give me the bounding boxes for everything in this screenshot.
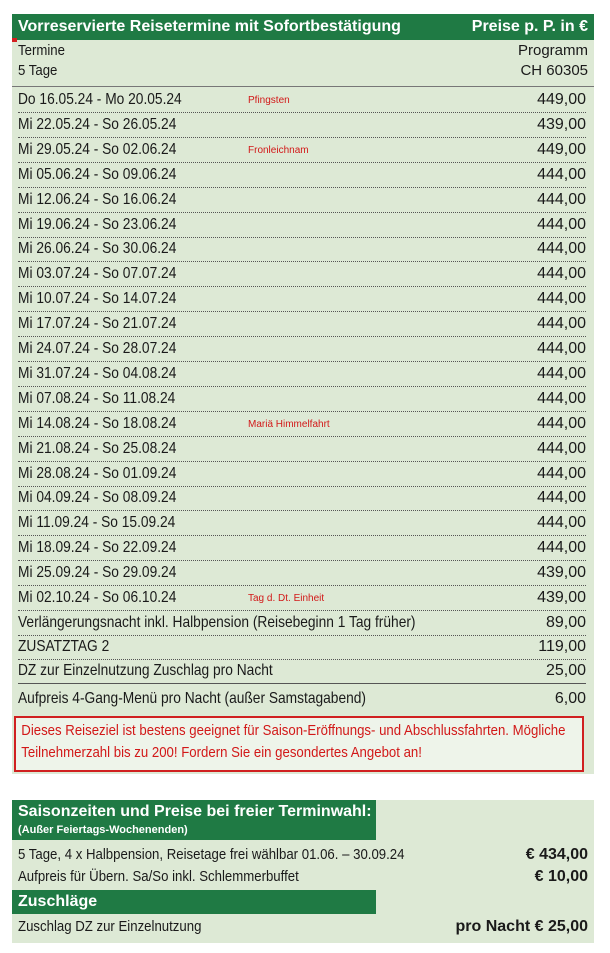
table-header [12, 14, 594, 40]
extra-label: DZ zur Einzelnutzung Zuschlag pro Nacht [18, 661, 273, 679]
date-price: 444,00 [537, 215, 586, 233]
extra-row [12, 659, 594, 684]
date-price: 444,00 [537, 464, 586, 482]
notice-text: Dieses Reiseziel ist bestens geeignet für Saison-Eröffnungs- und Abschlussfahrten. Mögliche Teilnehmerzahl bis zu 200! Fordern Sie ein gesondertes Angebot an! [21, 722, 566, 761]
date-row [12, 237, 594, 262]
date-range: Mi 04.09.24 - So 08.09.24 [18, 489, 177, 507]
single-room-surcharge: Zuschlag DZ zur Einzelnutzung [18, 918, 202, 935]
free-dates-price: € 434,00 [525, 846, 588, 863]
date-row [12, 462, 594, 487]
date-row [12, 536, 594, 561]
date-row [12, 412, 594, 437]
date-range: Mi 02.10.24 - So 06.10.24 [18, 589, 177, 606]
date-row [12, 486, 594, 511]
date-range: Mi 19.06.24 - So 23.06.24 [18, 215, 177, 233]
extra-price: 25,00 [545, 661, 586, 679]
date-price: 444,00 [537, 389, 586, 407]
date-price: 444,00 [537, 514, 586, 532]
date-range: Mi 05.06.24 - So 09.06.24 [18, 165, 177, 183]
section2-subtitle: (Außer Feiertags-Wochenenden) [18, 824, 188, 836]
termine-label: Termine [18, 42, 65, 59]
extra-price: 119,00 [538, 637, 586, 655]
holiday-note: Pfingsten [248, 95, 290, 106]
date-row [12, 213, 594, 238]
date-price: 444,00 [537, 489, 586, 507]
red-corner-mark [12, 38, 17, 42]
date-range: Mi 12.06.24 - So 16.06.24 [18, 190, 177, 208]
weekend-surcharge: Aufpreis für Übern. Sa/So inkl. Schlemmerbuffet [18, 868, 299, 885]
zuschlaege-title: Zuschläge [18, 893, 98, 910]
date-price: 444,00 [537, 165, 586, 183]
single-room-surcharge-price: pro Nacht € 25,00 [455, 918, 588, 935]
date-price: 449,00 [537, 140, 586, 158]
date-row [12, 362, 594, 387]
date-row [12, 437, 594, 462]
duration-label: 5 Tage [18, 62, 58, 79]
row-divider [18, 683, 586, 684]
date-row [12, 262, 594, 287]
date-price: 444,00 [537, 340, 586, 357]
header-divider [12, 86, 594, 87]
date-range: Mi 03.07.24 - So 07.07.24 [18, 265, 177, 283]
notice-box [14, 716, 584, 772]
date-price: 444,00 [537, 240, 586, 258]
date-row [12, 511, 594, 536]
holiday-note: Tag d. Dt. Einheit [248, 593, 325, 604]
date-price: 444,00 [537, 364, 586, 382]
date-price: 444,00 [537, 539, 586, 557]
table-title: Vorreservierte Reisetermine mit Sofortbestätigung [18, 18, 401, 35]
date-row [12, 337, 594, 362]
extra-row [12, 635, 594, 660]
date-range: Mi 29.05.24 - So 02.06.24 [18, 140, 177, 158]
date-price: 444,00 [537, 190, 586, 208]
date-row [12, 586, 594, 611]
date-range: Mi 25.09.24 - So 29.09.24 [18, 564, 177, 582]
extra-label: Verlängerungsnacht inkl. Halbpension (Reisebeginn 1 Tag früher) [18, 613, 416, 631]
date-price: 444,00 [537, 414, 586, 432]
extra-row [12, 687, 594, 712]
date-row [12, 138, 594, 163]
holiday-note: Fronleichnam [248, 144, 309, 156]
extra-price: 89,00 [545, 613, 586, 631]
weekend-surcharge-price: € 10,00 [534, 868, 588, 885]
date-range: Mi 14.08.24 - So 18.08.24 [18, 414, 177, 432]
date-price: 449,00 [537, 91, 586, 108]
holiday-note: Mariä Himmelfahrt [248, 418, 330, 430]
free-dates-offer: 5 Tage, 4 x Halbpension, Reisetage frei wählbar 01.06. – 30.09.24 [18, 846, 405, 863]
date-range: Mi 26.06.24 - So 30.06.24 [18, 240, 177, 258]
extra-price: 6,00 [554, 689, 586, 707]
date-range: Mi 28.08.24 - So 01.09.24 [18, 464, 177, 482]
date-price: 439,00 [537, 564, 586, 582]
date-range: Mi 31.07.24 - So 04.08.24 [18, 364, 177, 382]
extra-label: Aufpreis 4-Gang-Menü pro Nacht (außer Samstagabend) [18, 689, 367, 707]
date-row [12, 163, 594, 188]
date-price: 444,00 [537, 265, 586, 283]
date-price: 439,00 [537, 115, 586, 133]
section2-title: Saisonzeiten und Preise bei freier Terminwahl: [18, 803, 372, 820]
price-note: Preise p. P. in € [471, 18, 588, 35]
extra-label: ZUSATZTAG 2 [18, 637, 110, 655]
date-price: 444,00 [537, 290, 586, 308]
date-range: Mi 07.08.24 - So 11.08.24 [18, 389, 176, 407]
date-range: Mi 11.09.24 - So 15.09.24 [18, 514, 176, 532]
date-range: Mi 21.08.24 - So 25.08.24 [18, 439, 177, 457]
programm-code: CH 60305 [520, 62, 588, 79]
date-range: Mi 17.07.24 - So 21.07.24 [18, 315, 177, 333]
date-row [12, 561, 594, 586]
date-price: 439,00 [537, 589, 586, 606]
date-row [12, 113, 594, 138]
date-row [12, 387, 594, 412]
date-range: Mi 24.07.24 - So 28.07.24 [18, 340, 177, 357]
date-row [12, 287, 594, 312]
zuschlaege-header [12, 890, 376, 914]
date-row [12, 88, 594, 113]
date-row [12, 188, 594, 213]
date-price: 444,00 [537, 315, 586, 333]
date-range: Mi 10.07.24 - So 14.07.24 [18, 290, 177, 308]
date-range: Do 16.05.24 - Mo 20.05.24 [18, 91, 182, 108]
extra-row [12, 611, 594, 636]
date-range: Mi 22.05.24 - So 26.05.24 [18, 115, 177, 133]
date-row [12, 312, 594, 337]
date-price: 444,00 [537, 439, 586, 457]
date-range: Mi 18.09.24 - So 22.09.24 [18, 539, 177, 557]
section2-header [12, 800, 376, 840]
programm-label: Programm [517, 42, 588, 59]
